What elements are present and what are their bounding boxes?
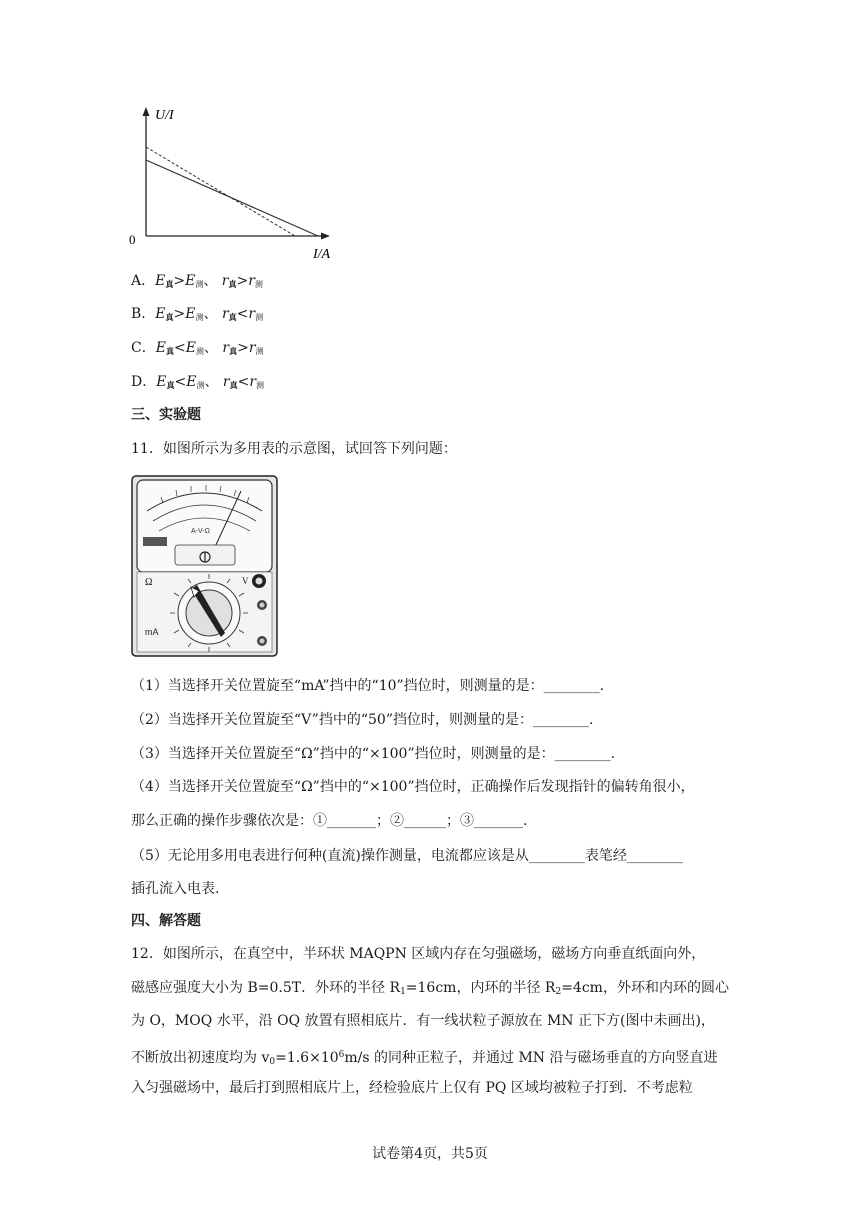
v-label: V <box>242 576 249 586</box>
option-d: D．$E_真<E$测、 $r_真<r$测 <box>131 374 265 390</box>
omega-label: Ω <box>145 577 153 588</box>
question-11-part-5-line-2: 插孔流入电表. <box>131 881 220 897</box>
y-axis-label: U/I <box>155 108 174 123</box>
solid-line <box>146 160 318 236</box>
y-axis-arrow <box>143 107 150 116</box>
option-c: C．$E_真<E$测、 $r_真>r$测 <box>131 340 264 356</box>
question-11-part-3: （3）当选择开关位置旋至“Ω”挡中的“×100”挡位时，则测量的是：________. <box>131 746 616 762</box>
question-12-line-1: 12．如图所示，在真空中，半环状 MAQPN 区域内存在匀强磁场，磁场方向垂直纸面向外， <box>131 946 706 962</box>
question-11-stem: 11．如图所示为多用表的示意图，试回答下列问题： <box>131 441 457 457</box>
multimeter-image <box>131 475 278 657</box>
question-11-part-1: （1）当选择开关位置旋至“mA”挡中的“10”挡位时，则测量的是：________. <box>131 678 605 694</box>
question-11-part-4-line-1: （4）当选择开关位置旋至“Ω”挡中的“×100”挡位时，正确操作后发现指针的偏转角很小， <box>131 779 695 795</box>
option-a: A．$E_真>E$测、 $r_真>r$测 <box>131 273 263 289</box>
question-11-part-5-line-1: （5）无论用多用电表进行何种(直流)操作测量，电流都应该是从________表笔经________ <box>131 848 683 864</box>
section-experiment-heading: 三、实验题 <box>131 407 201 423</box>
question-12-line-5: 入匀强磁场中，最后打到照相底片上，经检验底片上仅有 PQ 区域均被粒子打到．不考虑粒 <box>131 1080 693 1096</box>
ma-label: mA <box>145 627 159 637</box>
question-12-line-3: 为 O，MOQ 水平，沿 OQ 放置有照相底片．有一线状粒子源放在 MN 正下方(图中未画出)， <box>131 1013 715 1029</box>
u-i-graph <box>122 103 347 263</box>
question-11-part-2: （2）当选择开关位置旋至“V”挡中的“50”挡位时，则测量的是：________. <box>131 712 594 728</box>
question-12-line-4: 不断放出初速度均为 $v0=1.6\times 10^6m/s$ 的同种正粒子，并通过 MN 沿与磁场垂直的方向竖直进 <box>131 1050 718 1067</box>
page-footer: 试卷第4页，共5页 <box>372 1146 488 1162</box>
question-12-line-2: 磁感应强度大小为 B=0.5T．外环的半径 R1=16cm，内环的半径 R2=4cm，外环和内环的圆心 <box>131 980 729 997</box>
origin-label: 0 <box>129 232 136 247</box>
x-axis-label: I/A <box>313 247 331 262</box>
option-b: B．$E_真>E$测、 $r_真<r$测 <box>131 306 264 322</box>
question-11-part-4-line-2: 那么正确的操作步骤依次是：①_______；②______；③_______. <box>131 813 528 829</box>
x-axis-arrow <box>321 233 330 240</box>
scale-label: A-V-Ω <box>191 528 210 535</box>
dashed-line <box>146 147 295 236</box>
section-answer-heading: 四、解答题 <box>131 913 201 929</box>
